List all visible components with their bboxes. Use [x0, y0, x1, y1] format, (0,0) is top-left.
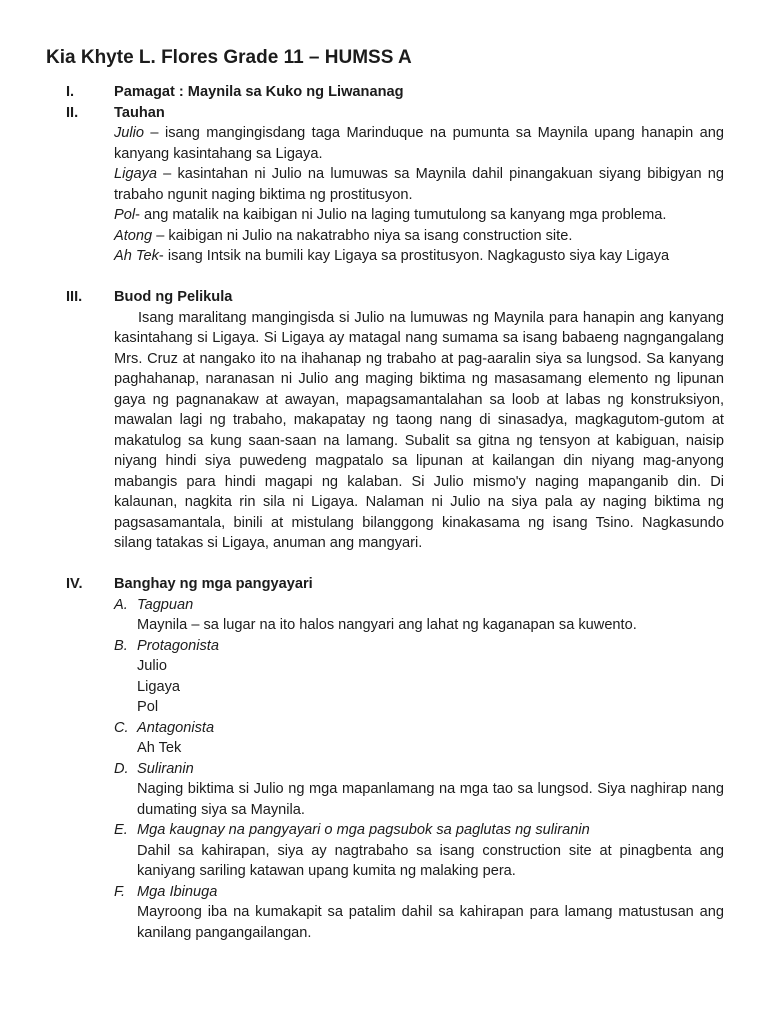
character-description: - ang matalik na kaibigan ni Julio na laging tumutulong sa kanyang mga problema. [135, 207, 667, 223]
item-body: Mayroong iba na kumakapit sa patalim dahil sa kahirapan para lamang matustusan ang kanilang pangangailangan. [137, 904, 724, 941]
item-tagpuan [114, 595, 724, 636]
item-body: Dahil sa kahirapan, siya ay nagtrabaho sa isang construction site at pinagbenta ang kaniyang sariling katawan upang kumita ng malaking pera. [137, 842, 724, 879]
character-ah-tek [114, 246, 724, 267]
item-mga-ibinuga [114, 882, 724, 944]
item-label: Antagonista [137, 719, 215, 736]
character-pol [114, 205, 724, 226]
item-suliranin [114, 759, 724, 821]
item-body: Naging biktima si Julio ng mga mapanlamang na mga tao sa lungsod. Siya naghirap nang dumating siya sa Maynila. [137, 781, 724, 818]
character-description: – isang mangingisdang taga Marinduque na pumunta sa Maynila upang hanapin ang kanyang kasintahang sa Ligaya. [114, 125, 724, 162]
character-ligaya [114, 164, 724, 205]
protagonist-name: Pol [137, 699, 159, 715]
character-atong [114, 226, 724, 247]
section-pamagat-tauhan [66, 82, 724, 267]
character-name: Julio [114, 125, 145, 141]
item-body: Maynila – sa lugar na ito halos nangyari ang lahat ng kaganapan sa kuwento. [137, 617, 637, 633]
section-ii [66, 103, 724, 267]
item-label: Suliranin [137, 760, 194, 777]
item-label: Mga Ibinuga [137, 883, 218, 900]
document-header: Kia Khyte L. Flores Grade 11 – HUMSS A [46, 47, 412, 68]
section-iii [66, 287, 724, 554]
protagonist-name: Ligaya [137, 678, 181, 695]
antagonist-name: Ah Tek [137, 740, 182, 756]
protagonist-name: Julio [137, 658, 168, 674]
section-iii-number: III. [66, 289, 83, 305]
section-ii-title: Tauhan [114, 104, 165, 121]
item-protagonista [114, 636, 724, 718]
section-ii-number: II. [66, 104, 79, 121]
item-letter: B. [114, 637, 128, 654]
character-name: Pol [114, 207, 136, 223]
section-i-number: I. [66, 84, 75, 100]
item-letter: F. [114, 883, 126, 900]
section-i [66, 82, 724, 103]
character-name: Ligaya [114, 166, 158, 182]
section-iii-title: Buod ng Pelikula [114, 289, 233, 305]
item-letter: E. [114, 822, 128, 838]
section-iv [66, 574, 724, 943]
item-letter: D. [114, 760, 129, 777]
character-julio [114, 123, 724, 164]
summary-paragraph: Isang maralitang mangingisda si Julio na lumuwas ng Maynila para hanapin ang kanyang kasintahang si Ligaya. Si Ligaya ay matagal nang sumama sa isang babaeng nagngangalang Mrs. Cruz at nangako ito na ihahanap ng trabaho at pag-aaralin siya sa lungsod. Sa kanyang paghahanap, naranasan ni Julio ang maging biktima ng masasamang elemento ng lipunan gaya ng pagnanakaw at awayan, mapagsamantalahan sa loob at labas ng konstruksiyon, mawalan lagi ng trabaho, makapatay ng taong nang di sinasadya, magkagutom-gutom at makatulog sa kung saan-saan na lamang. Subalit sa gitna ng tensyon at kabiguan, naisip niyang hindi siya puwedeng magpatalo sa lipunan at kailangan din niyang mag-anyong mabangis para hindi magapi ng kalaban. Si Julio mismo'y naging mapanganib din. Di kalaunan, nagkita rin sila ni Ligaya. Nalaman ni Julio na siya pala ay naging biktima ng pagsasamantala, binili at mistulang bilanggong kinakasama ng isang Tsino. Nagkasundo silang tatakas si Ligaya, anuman ang mangyari. [114, 309, 724, 551]
character-description: – kasintahan ni Julio na lumuwas sa Maynila dahil pinangakuan siyang bibigyan ng trabaho ngunit naging biktima ng prostitusyon. [114, 166, 724, 203]
character-name: Ah Tek [114, 248, 159, 264]
item-antagonista [114, 718, 724, 759]
character-description: – kaibigan ni Julio na nakatrabho niya sa isang construction site. [152, 227, 573, 244]
character-name: Atong [114, 227, 153, 244]
item-letter: C. [114, 719, 129, 736]
item-mga-kaugnay [114, 820, 724, 882]
item-label: Mga kaugnay na pangyayari o mga pagsubok sa paglutas ng suliranin [137, 822, 590, 838]
character-description: - isang Intsik na bumili kay Ligaya sa prostitusyon. Nagkagusto siya kay Ligaya [158, 248, 670, 264]
section-iv-number: IV. [66, 576, 83, 592]
item-letter: A. [114, 596, 128, 613]
item-label: Tagpuan [137, 596, 194, 613]
section-i-title: Pamagat : Maynila sa Kuko ng Liwananag [114, 84, 404, 100]
section-iv-title: Banghay ng mga pangyayari [114, 576, 313, 592]
item-label: Protagonista [137, 637, 219, 654]
